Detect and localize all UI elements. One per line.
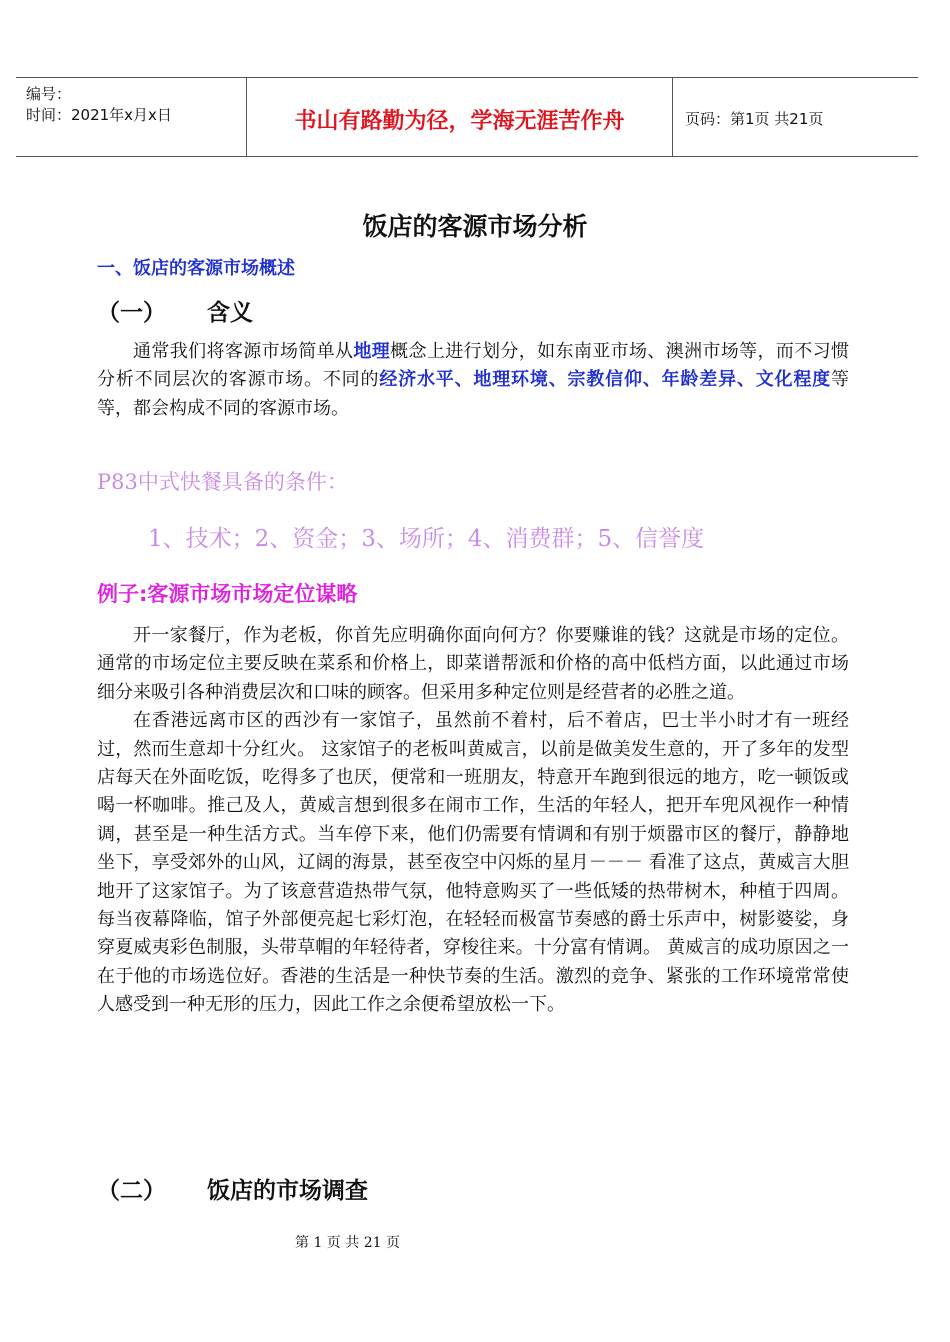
header-cell-meta: [16, 78, 247, 156]
header-page-info: 页码：第1页 共21页: [685, 110, 824, 128]
text-run: 通常我们将客源市场简单从: [133, 341, 354, 362]
header-cell-motto: [247, 78, 673, 156]
text-run: 概念上进行划分，如东南亚市场、澳洲市场等，而不习惯分析不同层次的客源市场。不同的: [97, 341, 850, 391]
highlight-factors: 经济水平、地理环境、宗教信仰、年龄差异、文化程度: [379, 369, 832, 391]
doc-number-label: 编号：: [26, 85, 72, 103]
example-heading: 例子:客源市场市场定位谋略: [97, 582, 358, 606]
example-paragraph-2: 在香港远离市区的西沙有一家馆子，虽然前不着村，后不着店，巴士半小时才有一班经过，然而生意却十分红火。 这家馆子的老板叫黄威言，以前是做美发生意的，开了多年的发型店每天在外面吃饭，吃得多了也厌，便常和一班朋友，特意开车跑到很远的地方，吃一顿饭或喝一杯咖啡。推己及人，黄威言想到很多在闹市工作，生活的年轻人，把开车兜风视作一种情调，甚至是一种生活方式。当车停下来，他们仍需要有情调和有别于烦嚣市区的餐厅，静静地坐下，享受郊外的山风，辽阔的海景，甚至夜空中闪烁的星月－－－ 看准了这点，黄威言大胆地开了这家馆子。为了该意营造热带气氛，他特意购买了一些低矮的热带树木，种植于四周。每当夜幕降临，馆子外部便亮起七彩灯泡，在轻轻而极富节奏感的爵士乐声中，树影婆娑，身穿夏威夷彩色制服，头带草帽的年轻待者，穿梭往来。十分富有情调。 黄威言的成功原因之一在于他的市场选位好。香港的生活是一种快节奏的生活。激烈的竞争、紧张的工作环境常常使人感受到一种无形的压力，因此工作之余便希望放松一下。: [97, 710, 849, 1016]
highlight-geography: 地理: [353, 341, 391, 362]
subsection-number: （二）: [97, 1178, 166, 1204]
subsection-number: （一）: [97, 300, 166, 326]
subsection-heading-1: [97, 294, 253, 327]
page-footer: 第 1 页 共 21 页: [295, 1235, 400, 1251]
p83-heading: P83中式快餐具备的条件：: [97, 470, 348, 494]
subsection-title: 含义: [207, 300, 253, 326]
example-body: [97, 622, 849, 1020]
header-cell-page: [673, 78, 918, 156]
text-run: 等等，都会构成不同的客源市场。: [97, 369, 850, 419]
section-heading-1: 一、饭店的客源市场概述: [97, 258, 295, 279]
doc-time: 时间：2021年x月x日: [26, 106, 172, 124]
conditions-list: 1、技术；2、资金；3、场所；4、消费群；5、信誉度: [148, 526, 705, 552]
motto-text: 书山有路勤为径，学海无涯苦作舟: [294, 109, 625, 134]
definition-paragraph: [97, 338, 849, 423]
subsection-heading-2: [97, 1172, 368, 1205]
page-header-table: [16, 77, 918, 157]
document-title: 饭店的客源市场分析: [362, 212, 588, 241]
subsection-title: 饭店的市场调查: [207, 1178, 368, 1204]
example-paragraph-1: 开一家餐厅，作为老板，你首先应明确你面向何方？你要赚谁的钱？这就是市场的定位。 通常的市场定位主要反映在菜系和价格上，即菜谱帮派和价格的高中低档方面，以此通过市场细分来吸引各种消费层次和口味的顾客。但采用多种定位则是经营者的必胜之道。: [97, 625, 849, 703]
